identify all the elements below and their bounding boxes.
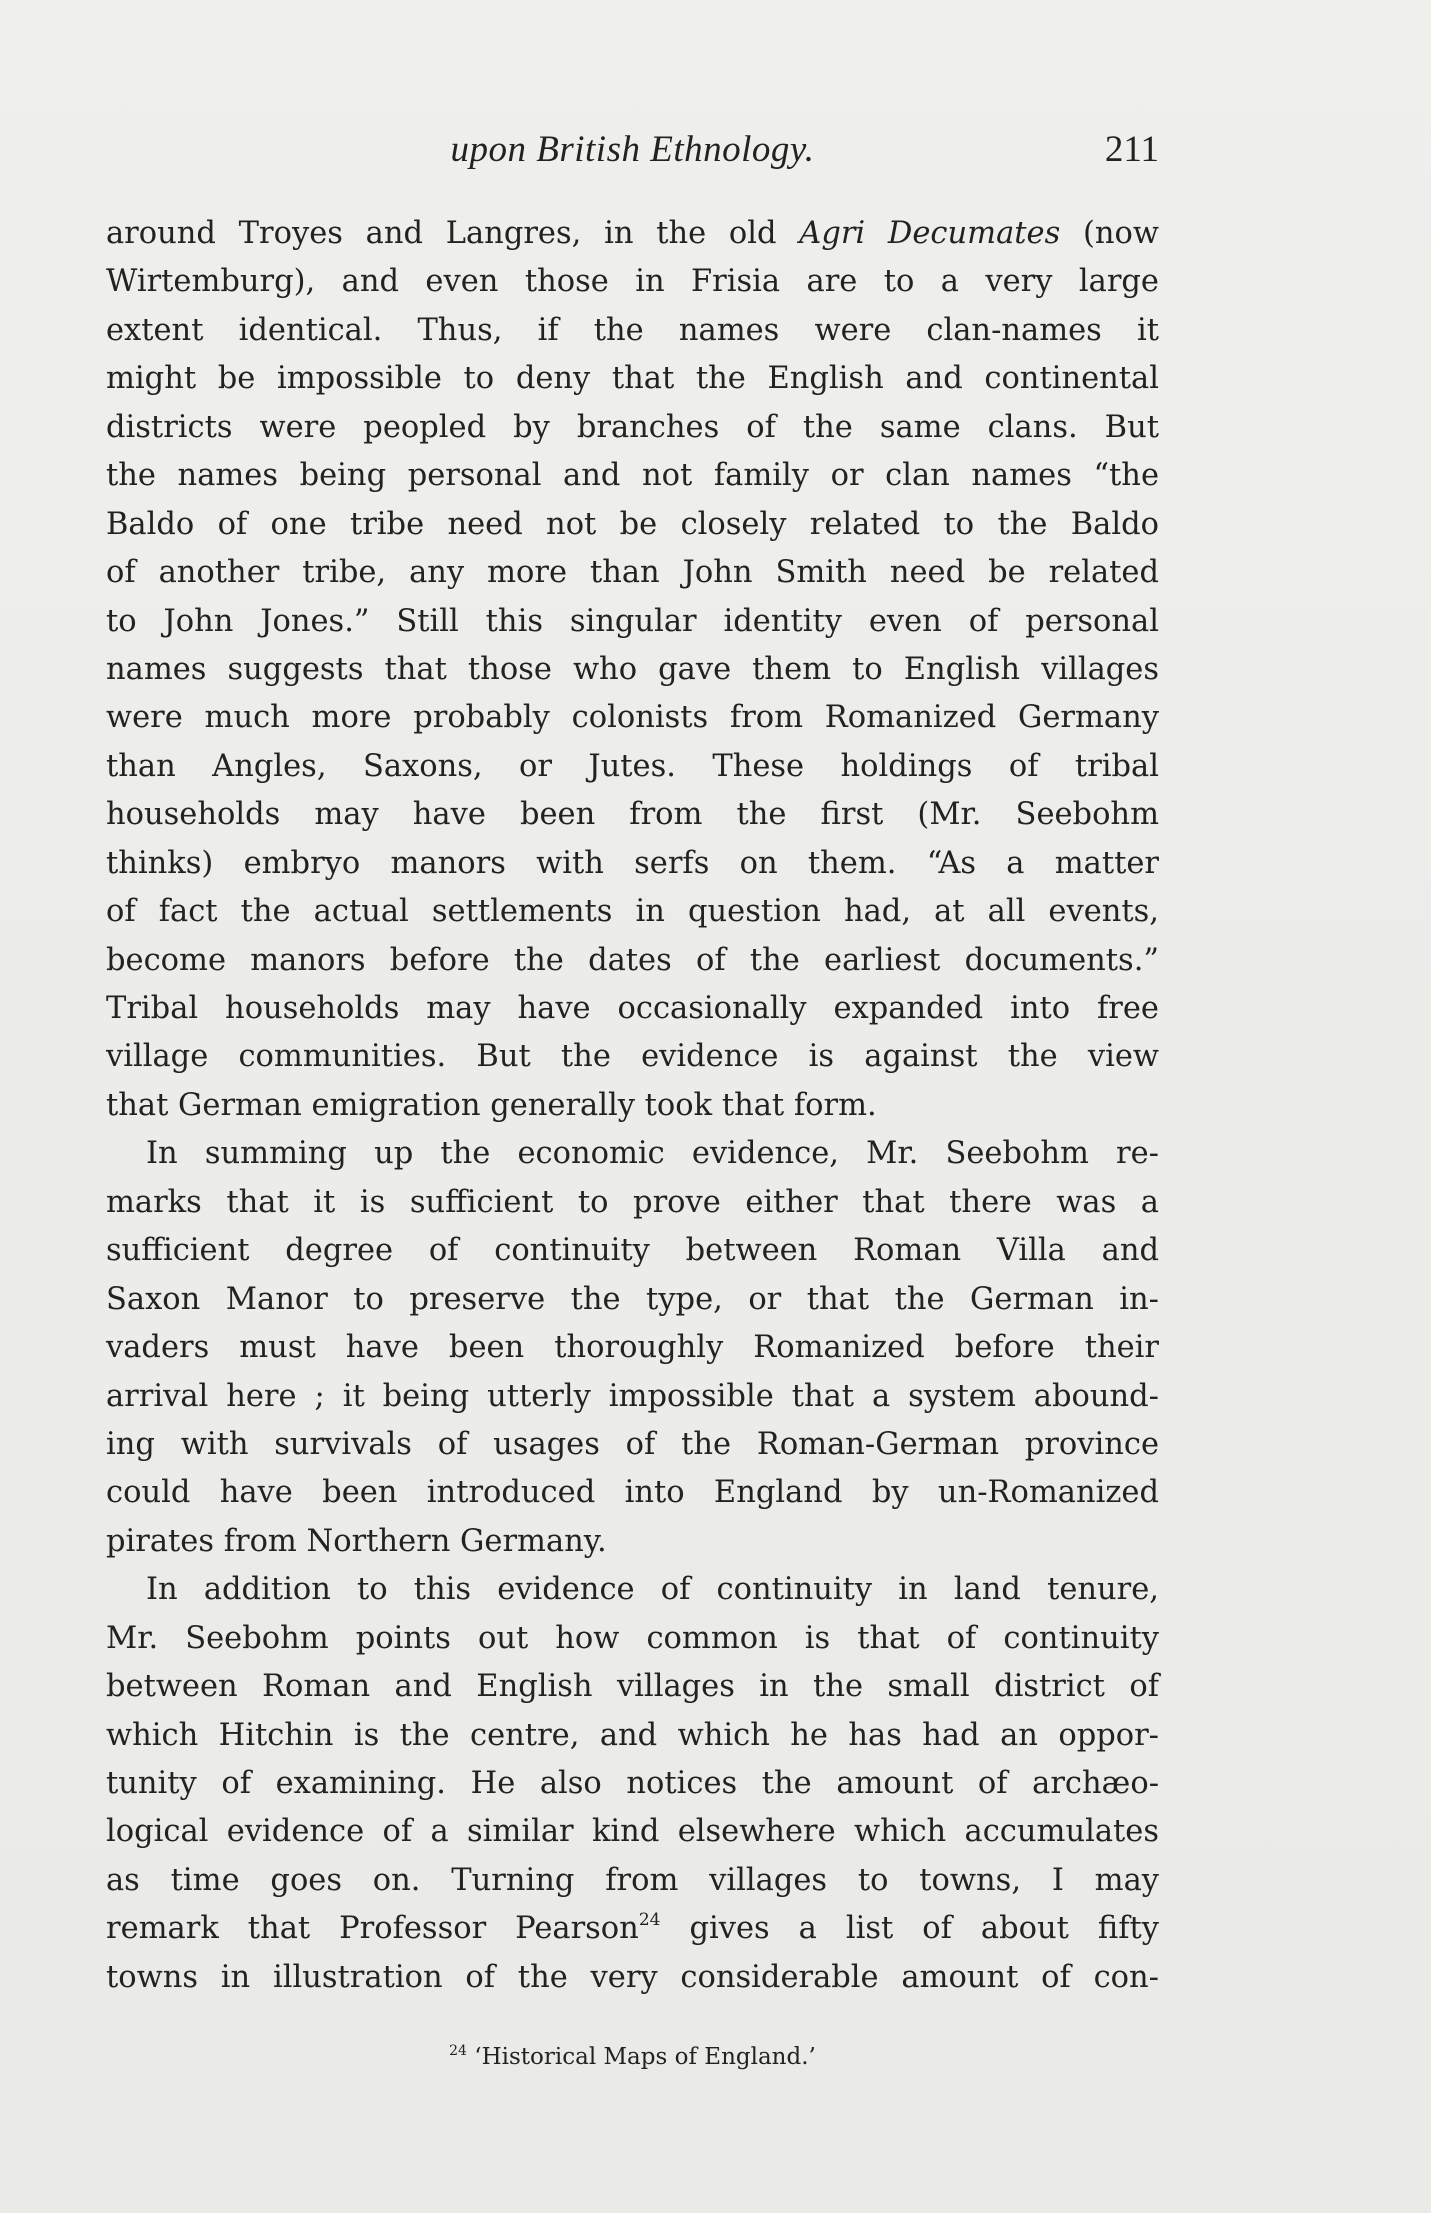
body-text <box>106 210 1159 2002</box>
footnote <box>106 2044 1159 2070</box>
text-line: of another tribe, any more than John Smith need be related <box>106 555 1159 591</box>
text-line: sufficient degree of continuity between Roman Villa and <box>106 1233 1159 1269</box>
text-line: vaders must have been thoroughly Romanized before their <box>106 1330 1159 1366</box>
text-line: that German emigration generally took that form. <box>106 1087 877 1123</box>
text-line: In addition to this evidence of continuity in land tenure, <box>146 1572 1159 1608</box>
text-line: Mr. Seebohm points out how common is that of continuity <box>106 1620 1159 1656</box>
text-line: names suggests that those who gave them to English villages <box>106 651 1159 687</box>
text-line: thinks) embryo manors with serfs on them. “As a matter <box>106 845 1159 881</box>
footnote-marker: 24 <box>449 2043 467 2059</box>
running-head: upon British Ethnology. <box>450 129 815 170</box>
text-line: remark that Professor Pearson$^{24}$ gives a list of about fifty <box>106 1910 1159 1947</box>
text-line: might be impossible to deny that the English and continental <box>106 361 1159 397</box>
footnote-text: ‘Historical Maps of England.’ <box>474 2044 816 2070</box>
text-line: logical evidence of a similar kind elsewhere which accumulates <box>106 1814 1159 1850</box>
text-line: Wirtemburg), and even those in Frisia are to a very large <box>106 264 1159 300</box>
text-line: arrival here ; it being utterly impossible that a system abound- <box>106 1378 1159 1414</box>
text-line: pirates from Northern Germany. <box>106 1523 607 1559</box>
text-line: around Troyes and Langres, in the old Agri Decumates (now <box>106 216 1159 251</box>
text-line: to John Jones.” Still this singular identity even of personal <box>106 603 1159 639</box>
text-line: districts were peopled by branches of the same clans. But <box>106 409 1159 445</box>
text-line: tunity of examining. He also notices the amount of archæo- <box>106 1766 1159 1801</box>
text-line: the names being personal and not family or clan names “the <box>106 458 1159 494</box>
text-line: could have been introduced into England by un-Romanized <box>106 1475 1159 1511</box>
text-line: Tribal households may have occasionally expanded into free <box>106 991 1159 1026</box>
text-line: Baldo of one tribe need not be closely related to the Baldo <box>106 506 1159 542</box>
text-line: marks that it is sufficient to prove either that there was a <box>106 1184 1159 1220</box>
text-line: Saxon Manor to preserve the type, or that the German in- <box>106 1281 1159 1317</box>
text-line: households may have been from the first (Mr. Seebohm <box>106 797 1159 833</box>
page-number: 211 <box>1104 129 1159 170</box>
text-line: village communities. But the evidence is against the view <box>106 1039 1159 1075</box>
text-line: of fact the actual settlements in question had, at all events, <box>106 894 1159 930</box>
text-line: than Angles, Saxons, or Jutes. These holdings of tribal <box>106 748 1159 784</box>
text-line: which Hitchin is the centre, and which he has had an oppor- <box>106 1717 1159 1753</box>
text-line: become manors before the dates of the earliest documents.” <box>106 942 1159 978</box>
text-line: ing with survivals of usages of the Roman-German province <box>106 1426 1159 1462</box>
text-line: extent identical. Thus, if the names were clan-names it <box>106 312 1159 348</box>
page-header <box>106 128 1159 188</box>
text-line: were much more probably colonists from Romanized Germany <box>106 700 1159 736</box>
text-line: In summing up the economic evidence, Mr. Seebohm re- <box>146 1136 1159 1172</box>
text-line: between Roman and English villages in the small district of <box>106 1669 1159 1705</box>
footnote-reference: 24 <box>638 1910 661 1931</box>
text-line: as time goes on. Turning from villages to towns, I may <box>106 1862 1159 1898</box>
text-line: towns in illustration of the very considerable amount of con- <box>106 1959 1159 1995</box>
